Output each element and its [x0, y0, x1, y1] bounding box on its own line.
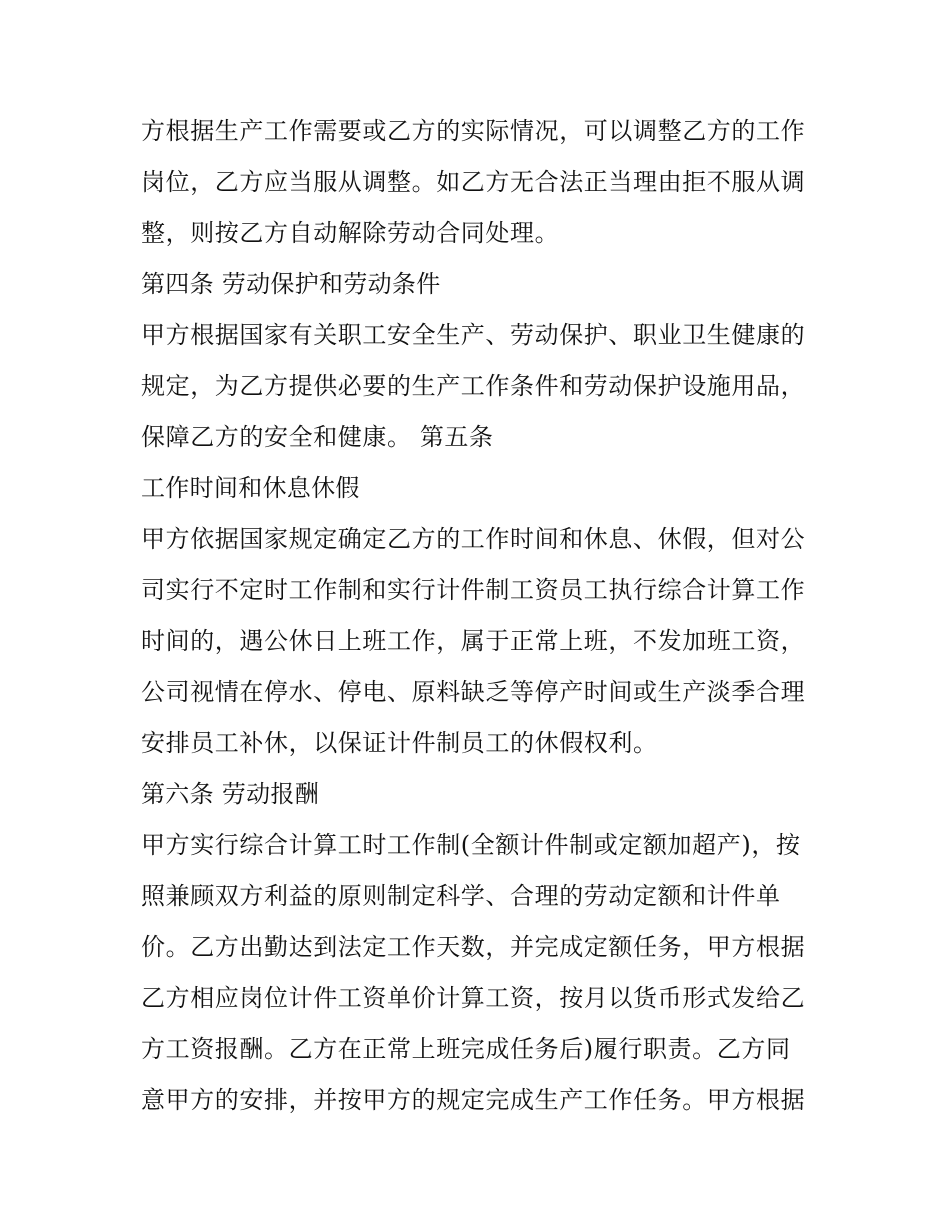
paragraph-line: 保障乙方的安全和健康。 第五条 — [141, 423, 494, 451]
article-heading-4: 第四条 劳动保护和劳动条件 — [141, 270, 441, 298]
paragraph-line: 整，则按乙方自动解除劳动合同处理。 — [141, 219, 560, 247]
paragraph-line: 价。乙方出勤达到法定工作天数，并完成定额任务，甲方根据 — [141, 933, 806, 961]
paragraph-line: 甲方根据国家有关职工安全生产、劳动保护、职业卫生健康的 — [141, 321, 806, 349]
document-body — [141, 106, 821, 1126]
paragraph-line: 甲方实行综合计算工时工作制(全额计件制或定额加超产)，按 — [141, 831, 801, 859]
paragraph-line: 公司视情在停水、停电、原料缺乏等停产时间或生产淡季合理 — [141, 678, 806, 706]
paragraph-line: 意甲方的安排，并按甲方的规定完成生产工作任务。甲方根据 — [141, 1086, 806, 1114]
paragraph-line: 方工资报酬。乙方在正常上班完成任务后)履行职责。乙方同 — [141, 1035, 791, 1063]
paragraph-line: 乙方相应岗位计件工资单价计算工资，按月以货币形式发给乙 — [141, 984, 806, 1012]
paragraph-line: 规定，为乙方提供必要的生产工作条件和劳动保护设施用品， — [141, 372, 806, 400]
paragraph-line: 时间的，遇公休日上班工作，属于正常上班，不发加班工资， — [141, 627, 806, 655]
paragraph-line: 安排员工补休，以保证计件制员工的休假权利。 — [141, 729, 658, 757]
article-heading-5: 工作时间和休息休假 — [141, 474, 360, 502]
paragraph-line: 岗位，乙方应当服从调整。如乙方无合法正当理由拒不服从调 — [141, 168, 806, 196]
paragraph-line: 甲方依据国家规定确定乙方的工作时间和休息、休假，但对公 — [141, 525, 806, 553]
paragraph-line: 司实行不定时工作制和实行计件制工资员工执行综合计算工作 — [141, 576, 806, 604]
paragraph-line: 方根据生产工作需要或乙方的实际情况，可以调整乙方的工作 — [141, 117, 806, 145]
article-heading-6: 第六条 劳动报酬 — [141, 780, 320, 808]
paragraph-line: 照兼顾双方利益的原则制定科学、合理的劳动定额和计件单 — [141, 882, 781, 910]
